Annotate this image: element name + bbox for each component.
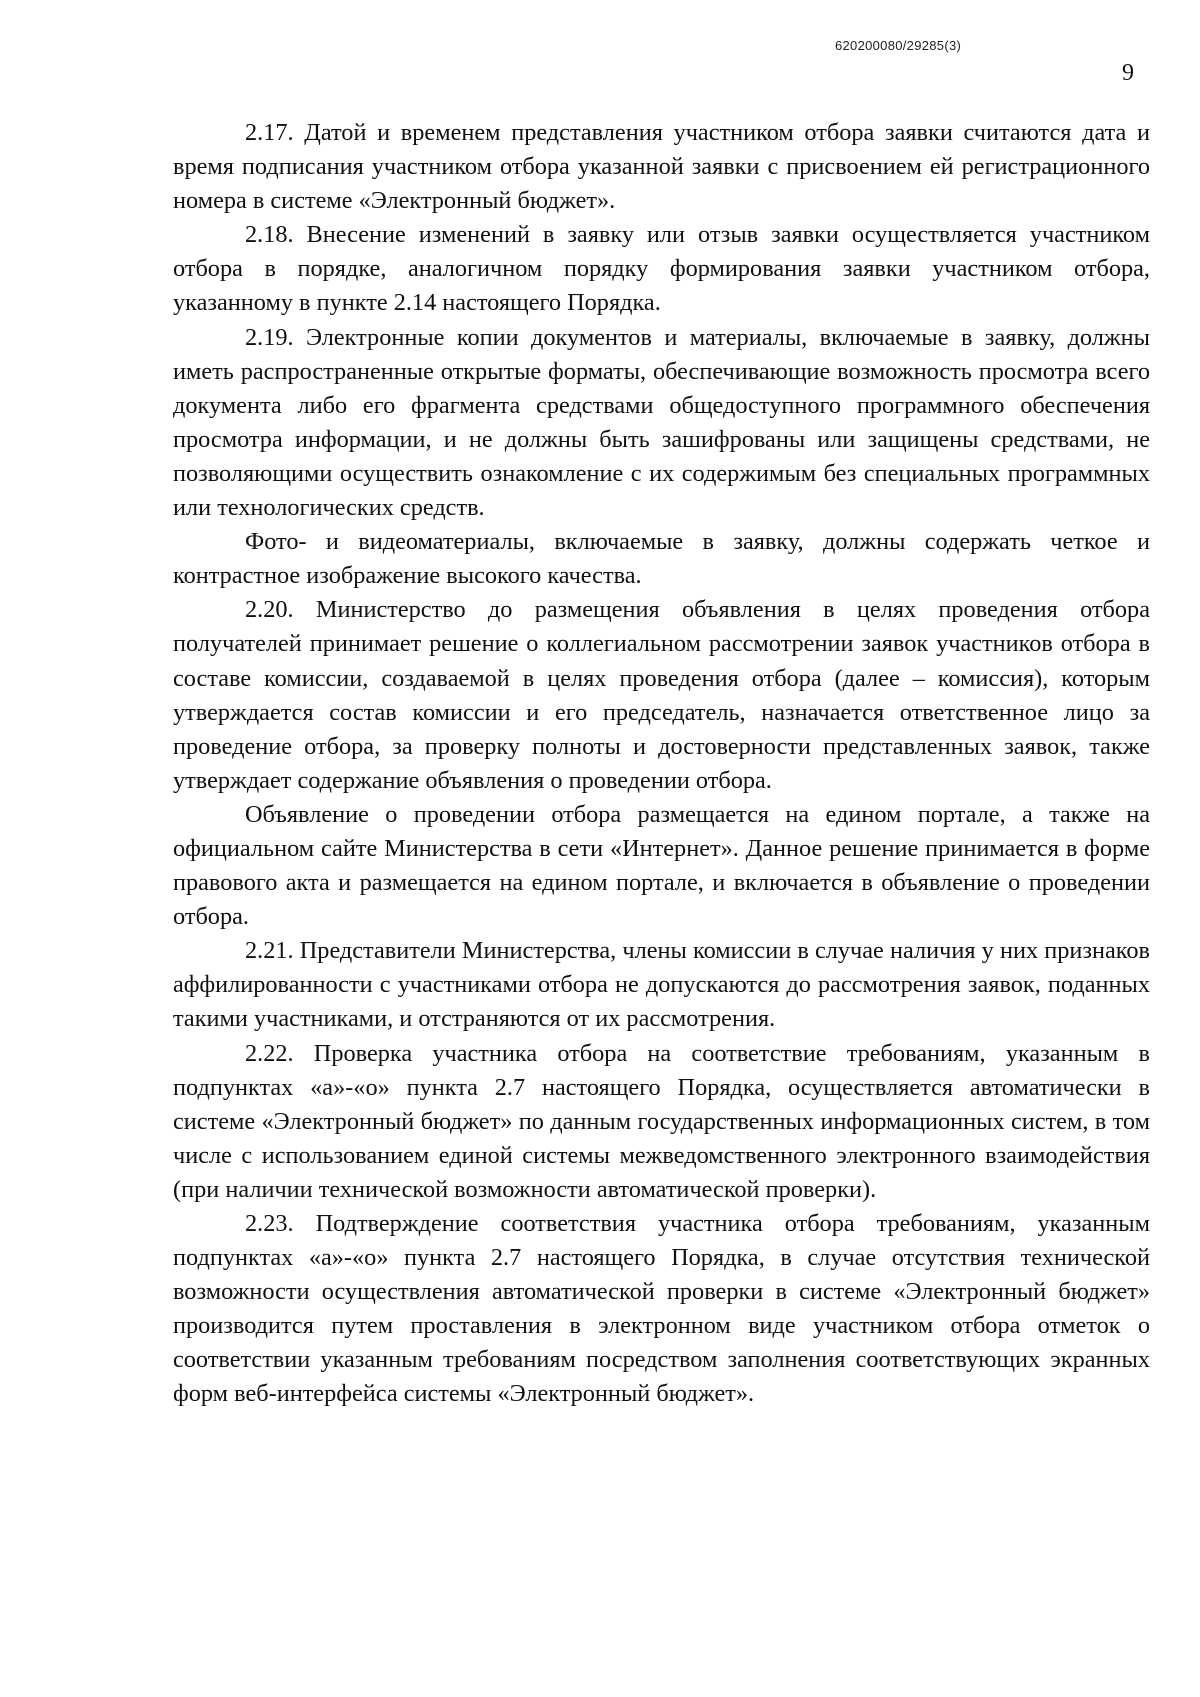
paragraph-2-17: 2.17. Датой и временем представления участником отбора заявки считаются дата и время подписания участником отбора указанной заявки с присвоением ей регистрационного номера в системе «Электронный бюджет». [173, 119, 1150, 215]
document-body [173, 116, 1150, 1412]
page-number: 9 [1122, 60, 1134, 86]
paragraph-announcement-placement: Объявление о проведении отбора размещается на едином портале, а также на официальном сайте Министерства в сети «Интернет». Данное решение принимается в форме правового акта и размещается на едином портале, и включается в объявление о проведении отбора. [173, 800, 1150, 931]
paragraph-2-18: 2.18. Внесение изменений в заявку или отзыв заявки осуществляется участником отбора в порядке, аналогичном порядку формирования заявки участником отбора, указанному в пункте 2.14 настоящего Порядка. [173, 221, 1150, 317]
paragraph-2-23: 2.23. Подтверждение соответствия участника отбора требованиям, указанным подпунктах «а»-«о» пункта 2.7 настоящего Порядка, в случае отсутствия технической возможности осуществления автоматической проверки в системе «Электронный бюджет» производится путем проставления в электронном виде участником отбора отметок о соответствии указанным требованиям посредством заполнения соответствующих экранных форм веб-интерфейса системы «Электронный бюджет». [173, 1210, 1150, 1408]
paragraph-2-19: 2.19. Электронные копии документов и материалы, включаемые в заявку, должны иметь распространенные открытые форматы, обеспечивающие возможность просмотра всего документа либо его фрагмента средствами общедоступного программного обеспечения просмотра информации, и не должны быть зашифрованы или защищены средствами, не позволяющими осуществить ознакомление с их содержимым без специальных программных или технологических средств. [173, 323, 1150, 522]
paragraph-2-20: 2.20. Министерство до размещения объявления в целях проведения отбора получателей принимает решение о коллегиальном рассмотрении заявок участников отбора в составе комиссии, создаваемой в целях проведения отбора (далее – комиссия), которым утверждается состав комиссии и его председатель, назначается ответственное лицо за проведение отбора, за проверку полноты и достоверности представленных заявок, также утверждает содержание объявления о проведении отбора. [173, 596, 1150, 794]
paragraph-2-21: 2.21. Представители Министерства, члены комиссии в случае наличия у них признаков аффилированности с участниками отбора не допускаются до рассмотрения заявок, поданных такими участниками, и отстраняются от их рассмотрения. [173, 937, 1150, 1033]
paragraph-2-22: 2.22. Проверка участника отбора на соответствие требованиям, указанным в подпунктах «а»-«о» пункта 2.7 настоящего Порядка, осуществляется автоматически в системе «Электронный бюджет» по данным государственных информационных систем, в том числе с использованием единой системы межведомственного электронного взаимодействия (при наличии технической возможности автоматической проверки). [173, 1039, 1150, 1203]
paragraph-photo-video-materials: Фото- и видеоматериалы, включаемые в заявку, должны содержать четкое и контрастное изображение высокого качества. [173, 528, 1150, 590]
document-registration-code: 620200080/29285(3) [835, 38, 962, 53]
